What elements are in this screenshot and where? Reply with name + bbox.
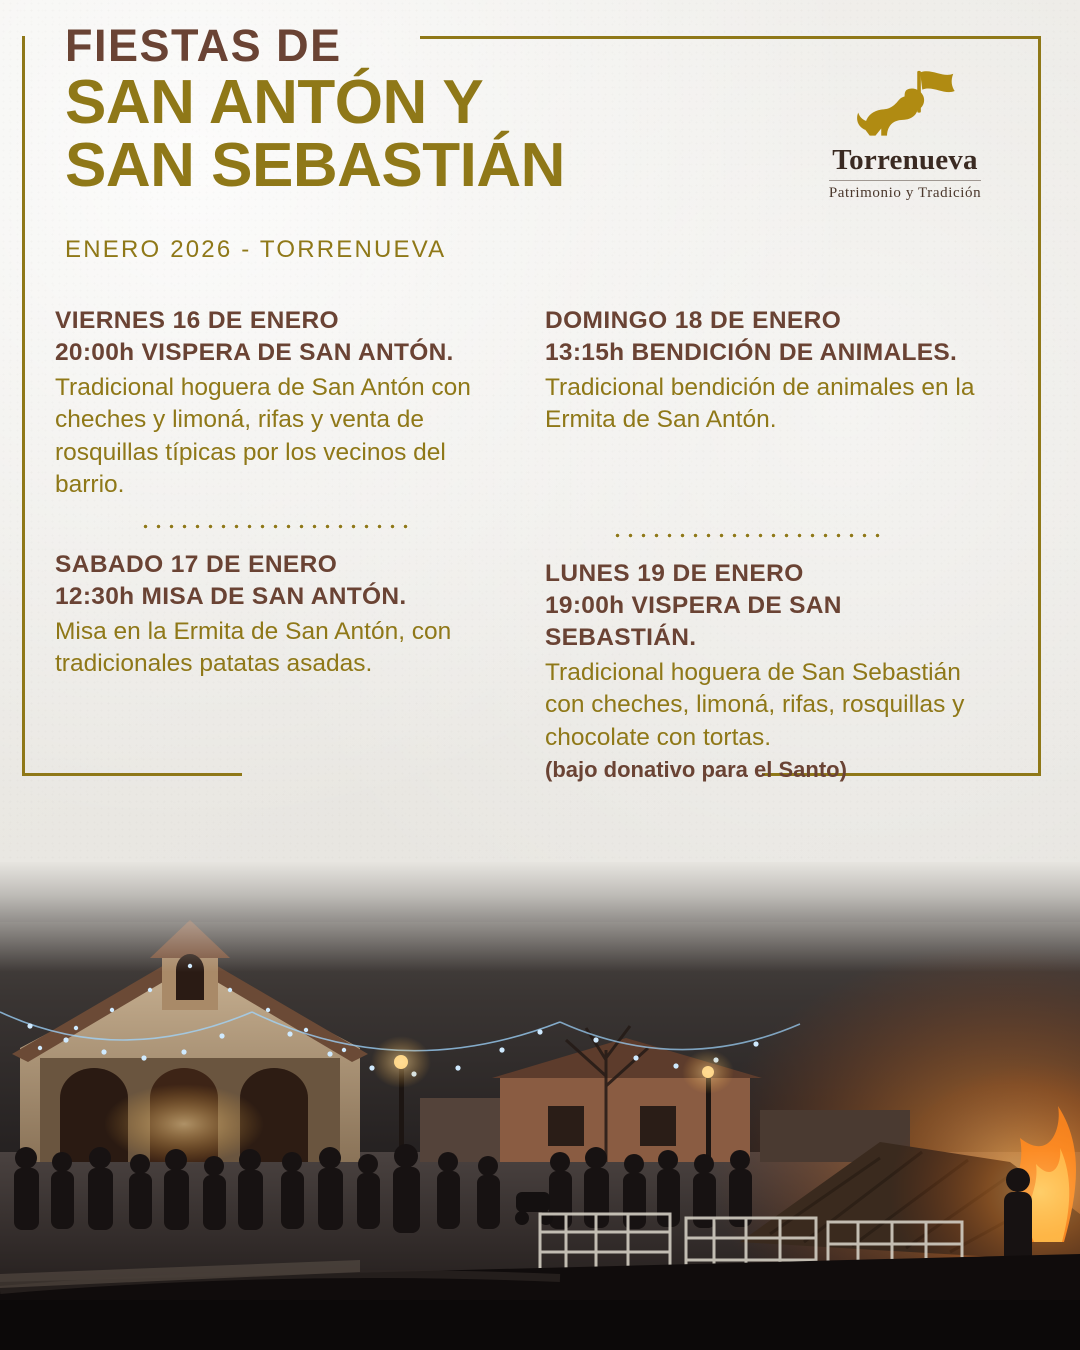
poster-eyebrow: FIESTAS DE <box>65 20 342 71</box>
event-item <box>55 305 510 502</box>
event-description: Tradicional hoguera de San Sebastián con cheches, limoná, rifas, rosquillas y chocolate con tortas. <box>545 658 965 751</box>
logo-name: Torrenueva <box>832 144 978 176</box>
event-date: LUNES 19 DE ENERO <box>545 559 804 587</box>
heraldic-lion-with-flag-icon <box>851 68 959 140</box>
event-date: DOMINGO 18 DE ENERO <box>545 307 842 334</box>
event-note: (bajo donativo para el Santo) <box>545 756 847 782</box>
event-item <box>545 305 1000 437</box>
event-item <box>55 549 510 681</box>
event-time-title: 19:00h VISPERA DE SAN SEBASTIÁN. <box>545 592 842 652</box>
title-block <box>65 22 705 264</box>
poster-title-line-2: SAN SEBASTIÁN <box>65 131 565 201</box>
events-column-right <box>545 305 1000 790</box>
poster-title-line-1: SAN ANTÓN Y <box>65 68 484 138</box>
event-date: SABADO 17 DE ENERO <box>55 550 338 578</box>
event-time-title: 12:30h MISA DE SAN ANTÓN. <box>55 583 407 611</box>
torrenueva-logo <box>805 68 1005 202</box>
frame-border-bottom-left <box>22 773 242 776</box>
event-description: Misa en la Ermita de San Antón, con tradicionales patatas asadas. <box>55 617 452 678</box>
event-description: Tradicional bendición de animales en la Ermita de San Antón. <box>545 373 975 434</box>
poster-subtitle: ENERO 2026 - TORRENUEVA <box>65 235 447 263</box>
logo-tagline: Patrimonio y Tradición <box>829 180 981 202</box>
event-date: VIERNES 16 DE ENERO <box>55 307 339 334</box>
events-column-left <box>55 305 510 687</box>
dotted-divider <box>611 533 883 538</box>
dotted-divider <box>139 524 411 529</box>
event-time-title: 13:15h BENDICIÓN DE ANIMALES. <box>545 339 958 367</box>
event-description: Tradicional hoguera de San Antón con cheches y limoná, rifas y venta de rosquillas típicas por los vecinos del barrio. <box>55 373 471 499</box>
event-item <box>545 558 1000 784</box>
frame-border-right <box>1038 36 1041 776</box>
night-festival-photo <box>0 862 1080 1350</box>
event-time-title: 20:00h VISPERA DE SAN ANTÓN. <box>55 339 454 367</box>
frame-border-left <box>22 36 25 776</box>
